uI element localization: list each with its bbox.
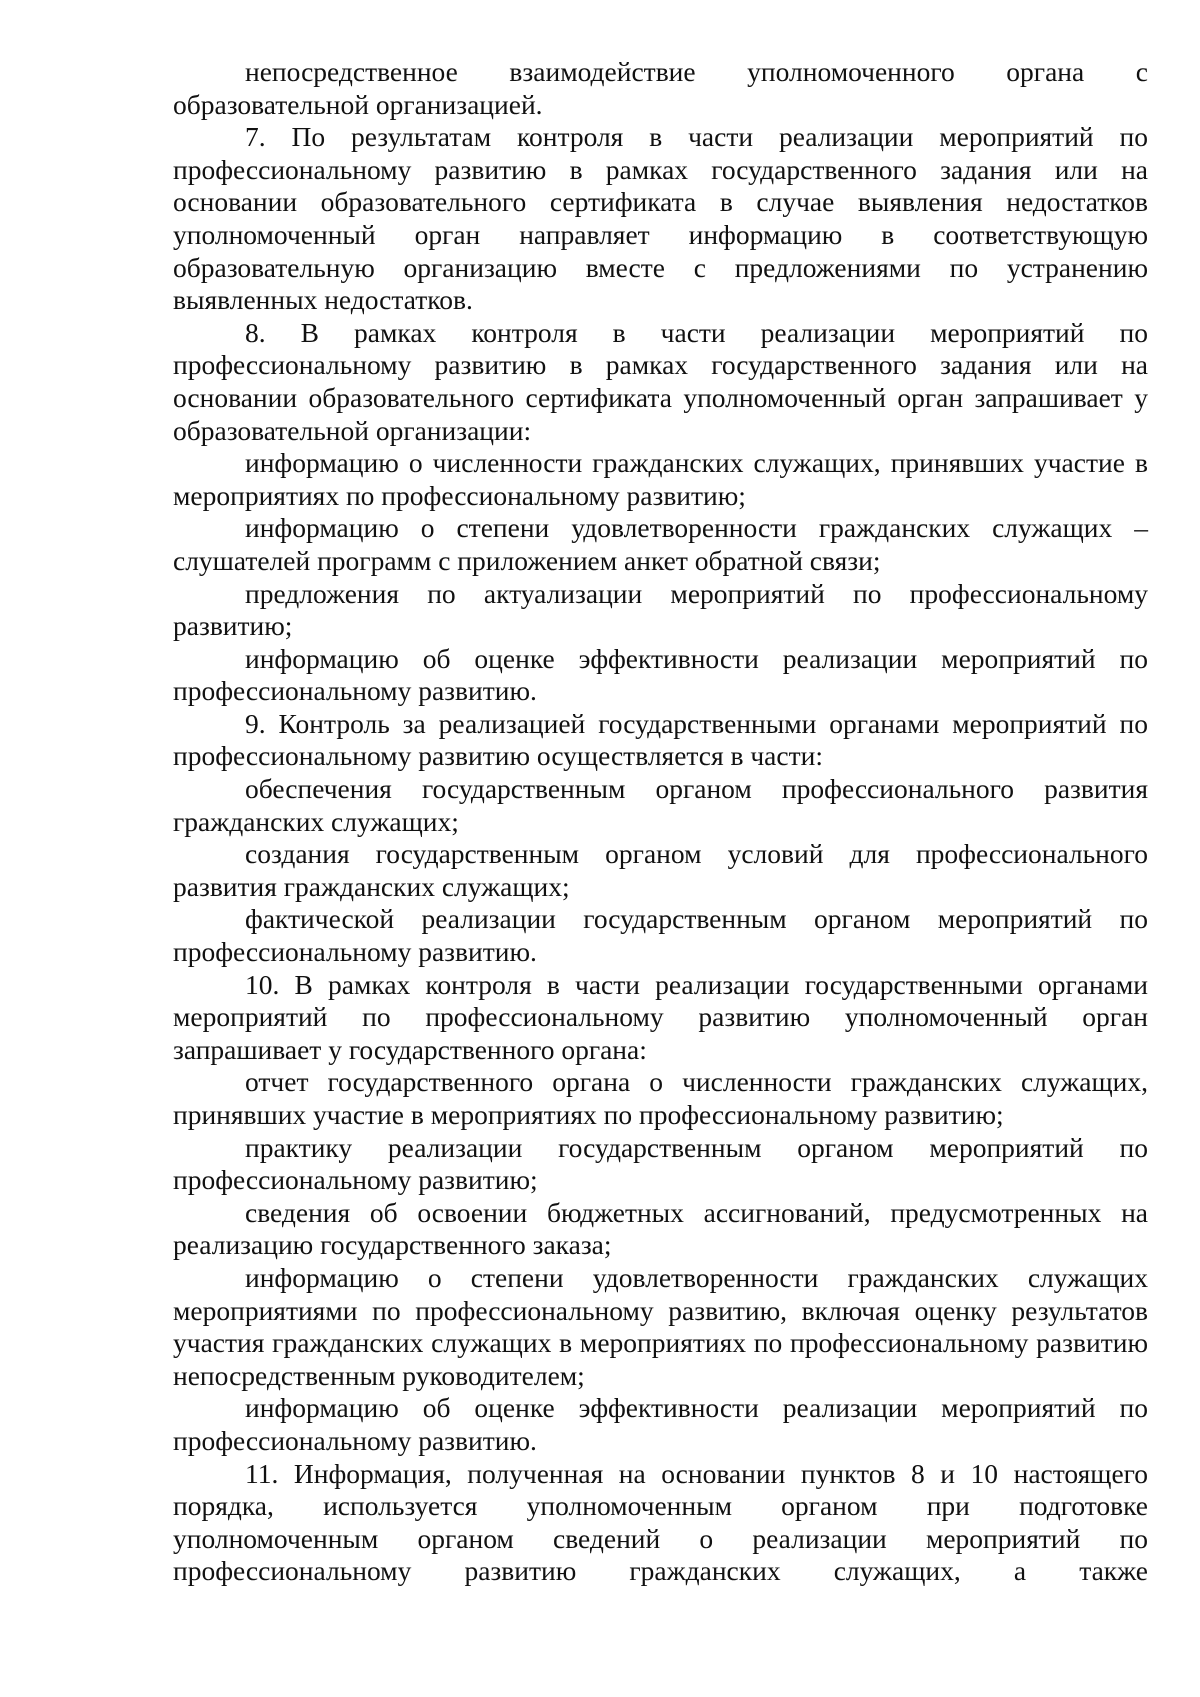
paragraph-item-9-sub-3: фактической реализации государственным органом мероприятий по профессиональному развитию. (173, 903, 1148, 968)
paragraph-item-10: 10. В рамках контроля в части реализации государственными органами мероприятий по профессиональному развитию уполномоченный орган запрашивает у государственного органа: (173, 968, 1148, 1065)
paragraph-item-10-sub-5: информацию об оценке эффективности реализации мероприятий по профессиональному развитию. (173, 1392, 1148, 1456)
paragraph-item-9-sub-2: создания государственным органом условий для профессионального развития гражданских служащих; (173, 838, 1148, 902)
paragraph-item-7: 7. По результатам контроля в части реализации мероприятий по профессиональному развитию в рамках государственного задания или на основании образовательного сертификата в случае выявления недостатков уполномоченный орган направляет информацию в соответствующую образовательную организацию вместе с предложениями по устранению выявленных недостатков. (173, 121, 1148, 316)
paragraph-item-8: 8. В рамках контроля в части реализации мероприятий по профессиональному развитию в рамках государственного задания или на основании образовательного сертификата уполномоченный орган запрашивает у образовательной организации: (173, 316, 1148, 446)
paragraph-continuation: непосредственное взаимодействие уполномоченного органа с образовательной организацией. (173, 56, 1148, 120)
paragraph-item-10-sub-2: практику реализации государственным органом мероприятий по профессиональному развитию; (173, 1131, 1148, 1196)
paragraph-item-10-sub-4: информацию о степени удовлетворенности гражданских служащих мероприятиями по профессиональному развитию, включая оценку результатов участия гражданских служащих в мероприятиях по профессиональному развитию непосредственным руководителем; (173, 1261, 1148, 1391)
paragraph-item-11: 11. Информация, полученная на основании пунктов 8 и 10 настоящего порядка, используется уполномоченным органом при подготовке уполномоченным органом сведений о реализации мероприятий по профессиональному развитию гражданских служащих, а также (173, 1457, 1148, 1587)
paragraph-item-8-sub-1: информацию о численности гражданских служащих, принявших участие в мероприятиях по профессиональному развитию; (173, 447, 1148, 511)
paragraph-item-8-sub-4: информацию об оценке эффективности реализации мероприятий по профессиональному развитию. (173, 642, 1148, 707)
paragraph-item-9: 9. Контроль за реализацией государственными органами мероприятий по профессиональному развитию осуществляется в части: (173, 707, 1148, 772)
document-page (173, 56, 1148, 1588)
paragraph-item-10-sub-3: сведения об освоении бюджетных ассигнований, предусмотренных на реализацию государственного заказа; (173, 1196, 1148, 1261)
paragraph-item-8-sub-3: предложения по актуализации мероприятий по профессиональному развитию; (173, 577, 1148, 642)
paragraph-item-10-sub-1: отчет государственного органа о численности гражданских служащих, принявших участие в мероприятиях по профессиональному развитию; (173, 1066, 1148, 1130)
paragraph-item-8-sub-2: информацию о степени удовлетворенности гражданских служащих – слушателей программ с приложением анкет обратной связи; (173, 512, 1148, 576)
paragraph-item-9-sub-1: обеспечения государственным органом профессионального развития гражданских служащих; (173, 773, 1148, 837)
